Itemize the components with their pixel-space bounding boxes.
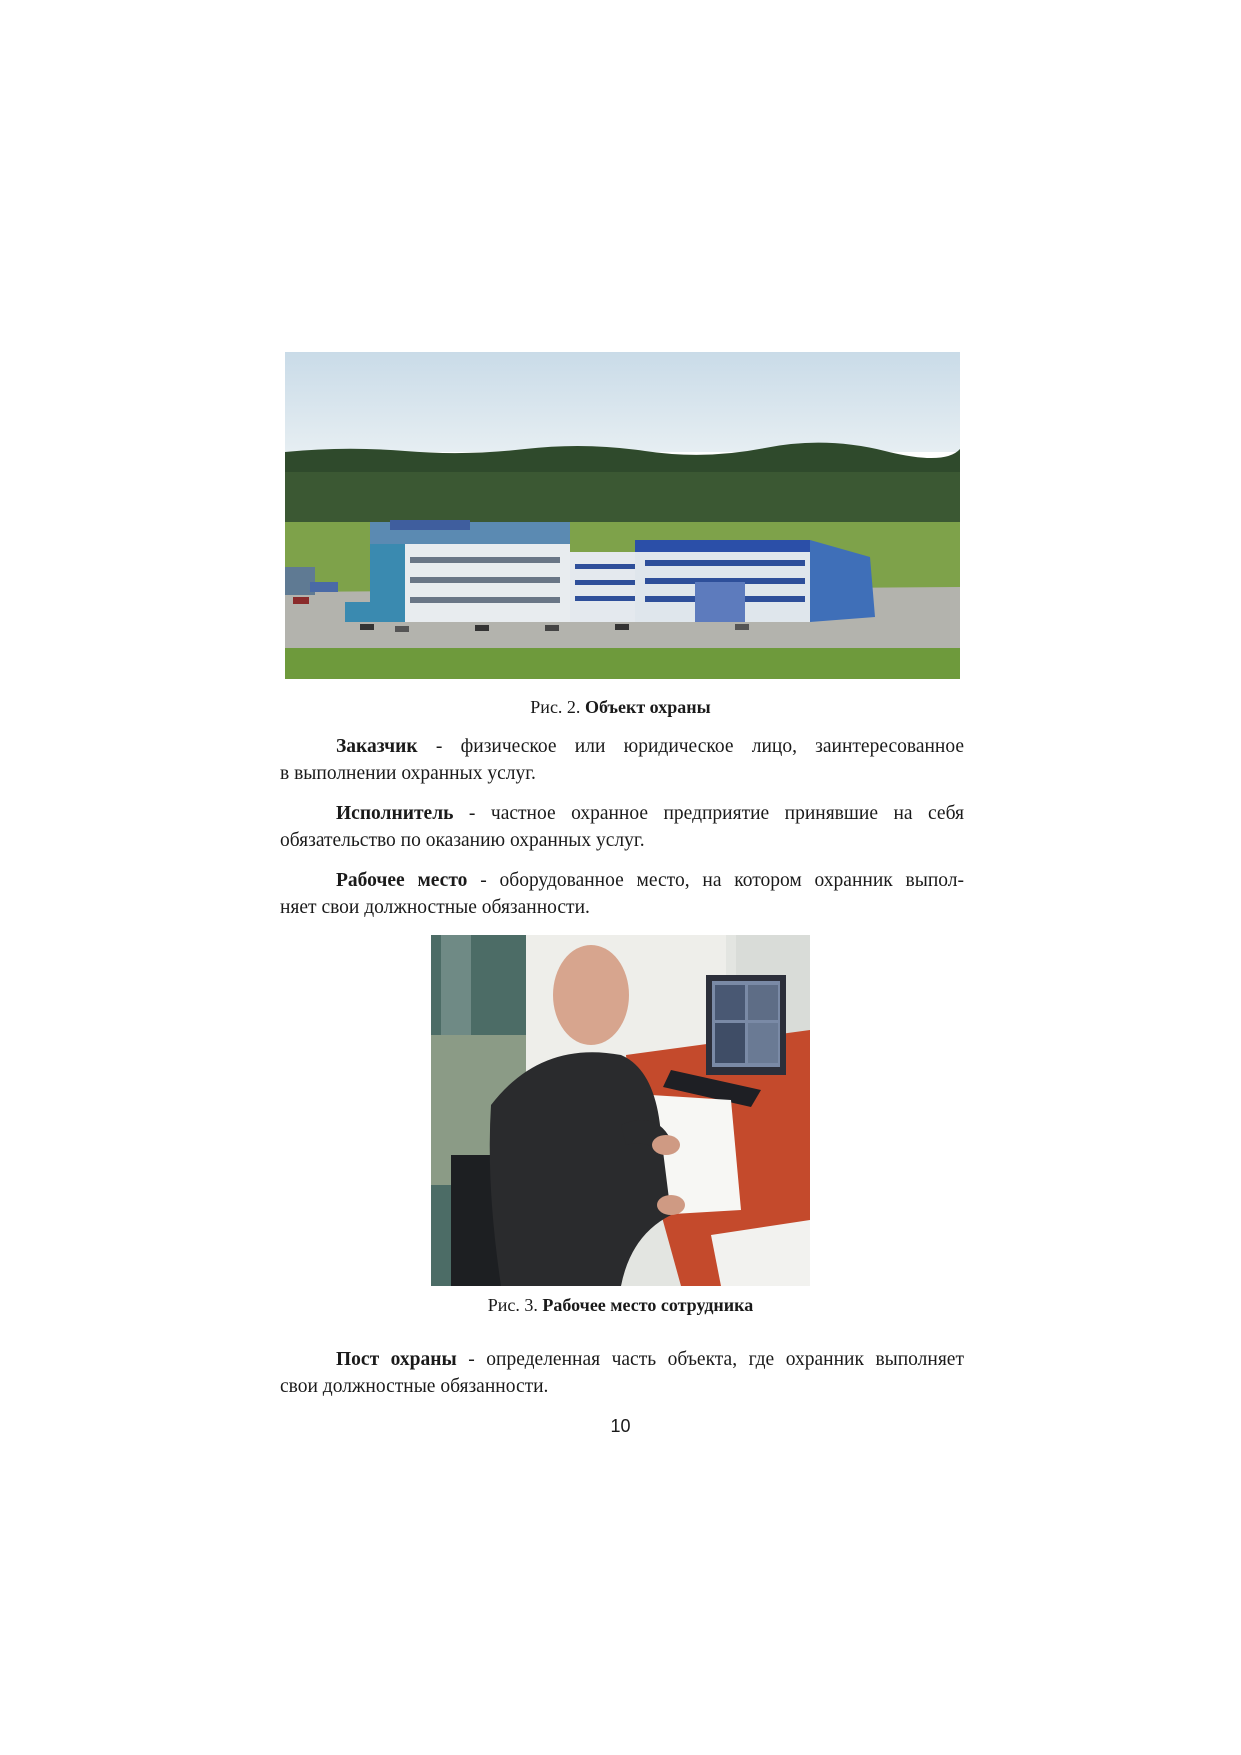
figure-2-caption-title: Объект охраны — [584, 697, 711, 717]
definition-text-continued: свои должностные обязанности. — [280, 1376, 549, 1397]
definition-term: Рабочее место — [336, 870, 468, 891]
definition-contractor — [280, 800, 964, 854]
figure-3-caption — [0, 1294, 1241, 1316]
definition-customer — [280, 733, 964, 787]
definition-text: - определенная часть объекта, где охранник выполняет — [456, 1349, 964, 1370]
definition-text-continued: в выполнении охранных услуг. — [280, 763, 536, 784]
definition-term: Пост охраны — [336, 1349, 457, 1370]
definition-guard-post — [280, 1346, 964, 1400]
figure-2-caption — [0, 696, 1241, 718]
definition-text-continued: обязательство по оказанию охранных услуг. — [280, 830, 645, 851]
definition-text: - оборудованное место, на котором охранник выпол- — [467, 870, 964, 891]
definition-workplace — [280, 867, 964, 921]
figure-building-photo — [285, 352, 960, 679]
definition-guard-post-line1 — [280, 1346, 964, 1373]
definition-text: - частное охранное предприятие принявшие на себя — [453, 803, 964, 824]
definition-term: Заказчик — [336, 736, 418, 757]
figure-2-caption-prefix: Рис. 2. — [530, 697, 581, 717]
definition-customer-line1 — [280, 733, 964, 760]
figure-3-caption-title: Рабочее место сотрудника — [542, 1295, 754, 1315]
definition-term: Исполнитель — [336, 803, 454, 824]
definition-text: - физическое или юридическое лицо, заинтересованное — [417, 736, 964, 757]
definition-workplace-line1 — [280, 867, 964, 894]
page-number: 10 — [610, 1416, 631, 1436]
figure-workplace-photo — [431, 935, 810, 1286]
definition-contractor-line1 — [280, 800, 964, 827]
definition-text-continued: няет свои должностные обязанности. — [280, 897, 590, 918]
figure-3-caption-prefix: Рис. 3. — [487, 1295, 538, 1315]
